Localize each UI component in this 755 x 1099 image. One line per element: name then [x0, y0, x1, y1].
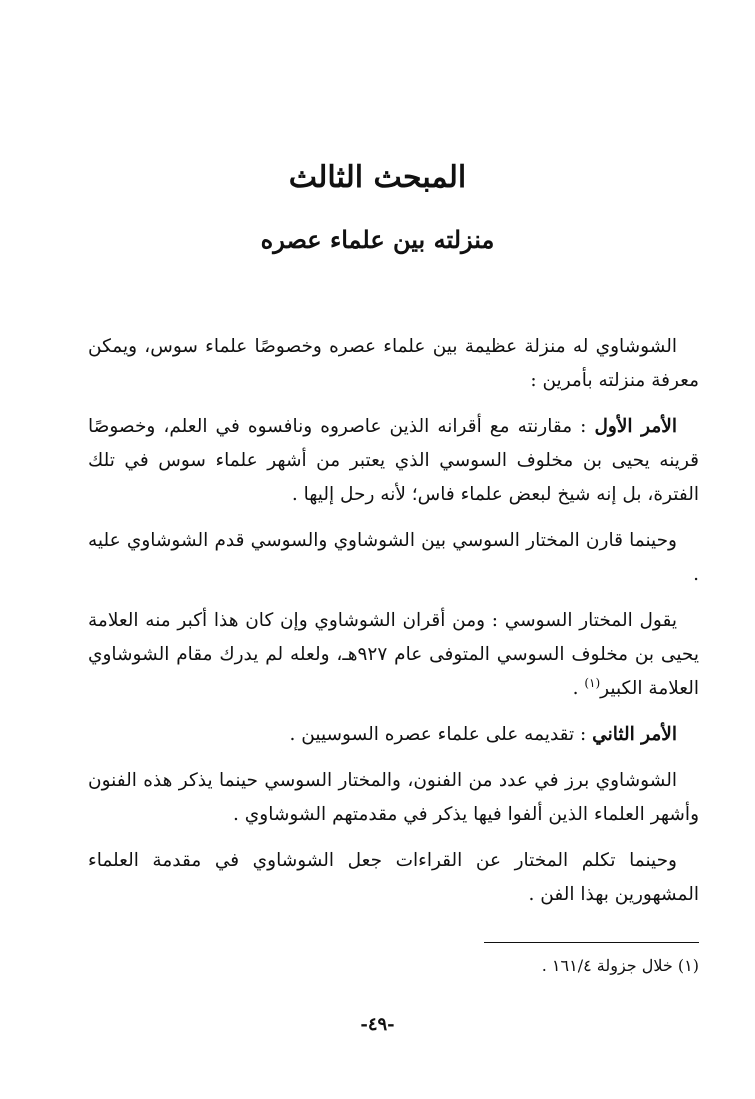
paragraph [88, 330, 699, 398]
paragraph [88, 718, 699, 752]
footnote: (١) خلال جزولة ١٦١/٤ . [541, 956, 699, 975]
section-title: المبحث الثالث [288, 160, 467, 195]
body-text [88, 330, 699, 912]
paragraph-lead: الأمر الأول [594, 416, 677, 437]
paragraph-text: الشوشاوي برز في عدد من الفنون، والمختار السوسي حينما يذكر هذه الفنون وأشهر العلماء الذين ألفوا فيها يذكر في مقدمتهم الشوشاوي . [88, 770, 699, 825]
paragraph-text: الشوشاوي له منزلة عظيمة بين علماء عصره وخصوصًا علماء سوس، ويمكن معرفة منزلته بأمرين : [88, 336, 699, 391]
paragraph-text: : تقديمه على علماء عصره السوسيين . [289, 724, 587, 745]
paragraph [88, 524, 699, 592]
page-number: -٤٩- [360, 1014, 395, 1035]
paragraph-tail: . [572, 678, 585, 699]
paragraph [88, 410, 699, 512]
footnote-divider [484, 942, 699, 943]
paragraph-lead: الأمر الثاني [592, 724, 677, 745]
paragraph [88, 844, 699, 912]
paragraph [88, 764, 699, 832]
section-subtitle: منزلته بين علماء عصره [260, 225, 495, 254]
paragraph [88, 604, 699, 706]
paragraph-text: : مقارنته مع أقرانه الذين عاصروه ونافسوه في العلم، وخصوصًا قرينه يحيى بن مخلوف السوسي الذي يعتبر من أشهر علماء سوس في تلك الفترة، بل إنه شيخ لبعض علماء فاس؛ لأنه رحل إليها . [88, 416, 699, 505]
paragraph-text: يقول المختار السوسي : ومن أقران الشوشاوي وإن كان هذا أكبر منه العلامة يحيى بن مخلوف السوسي المتوفى عام ٩٢٧هـ، ولعله لم يدرك مقام الشوشاوي العلامة الكبير [88, 610, 699, 699]
footnote-reference: (١) [584, 675, 601, 690]
paragraph-text: وحينما تكلم المختار عن القراءات جعل الشوشاوي في مقدمة العلماء المشهورين بهذا الفن . [88, 850, 699, 905]
paragraph-text: وحينما قارن المختار السوسي بين الشوشاوي والسوسي قدم الشوشاوي عليه . [88, 530, 699, 585]
